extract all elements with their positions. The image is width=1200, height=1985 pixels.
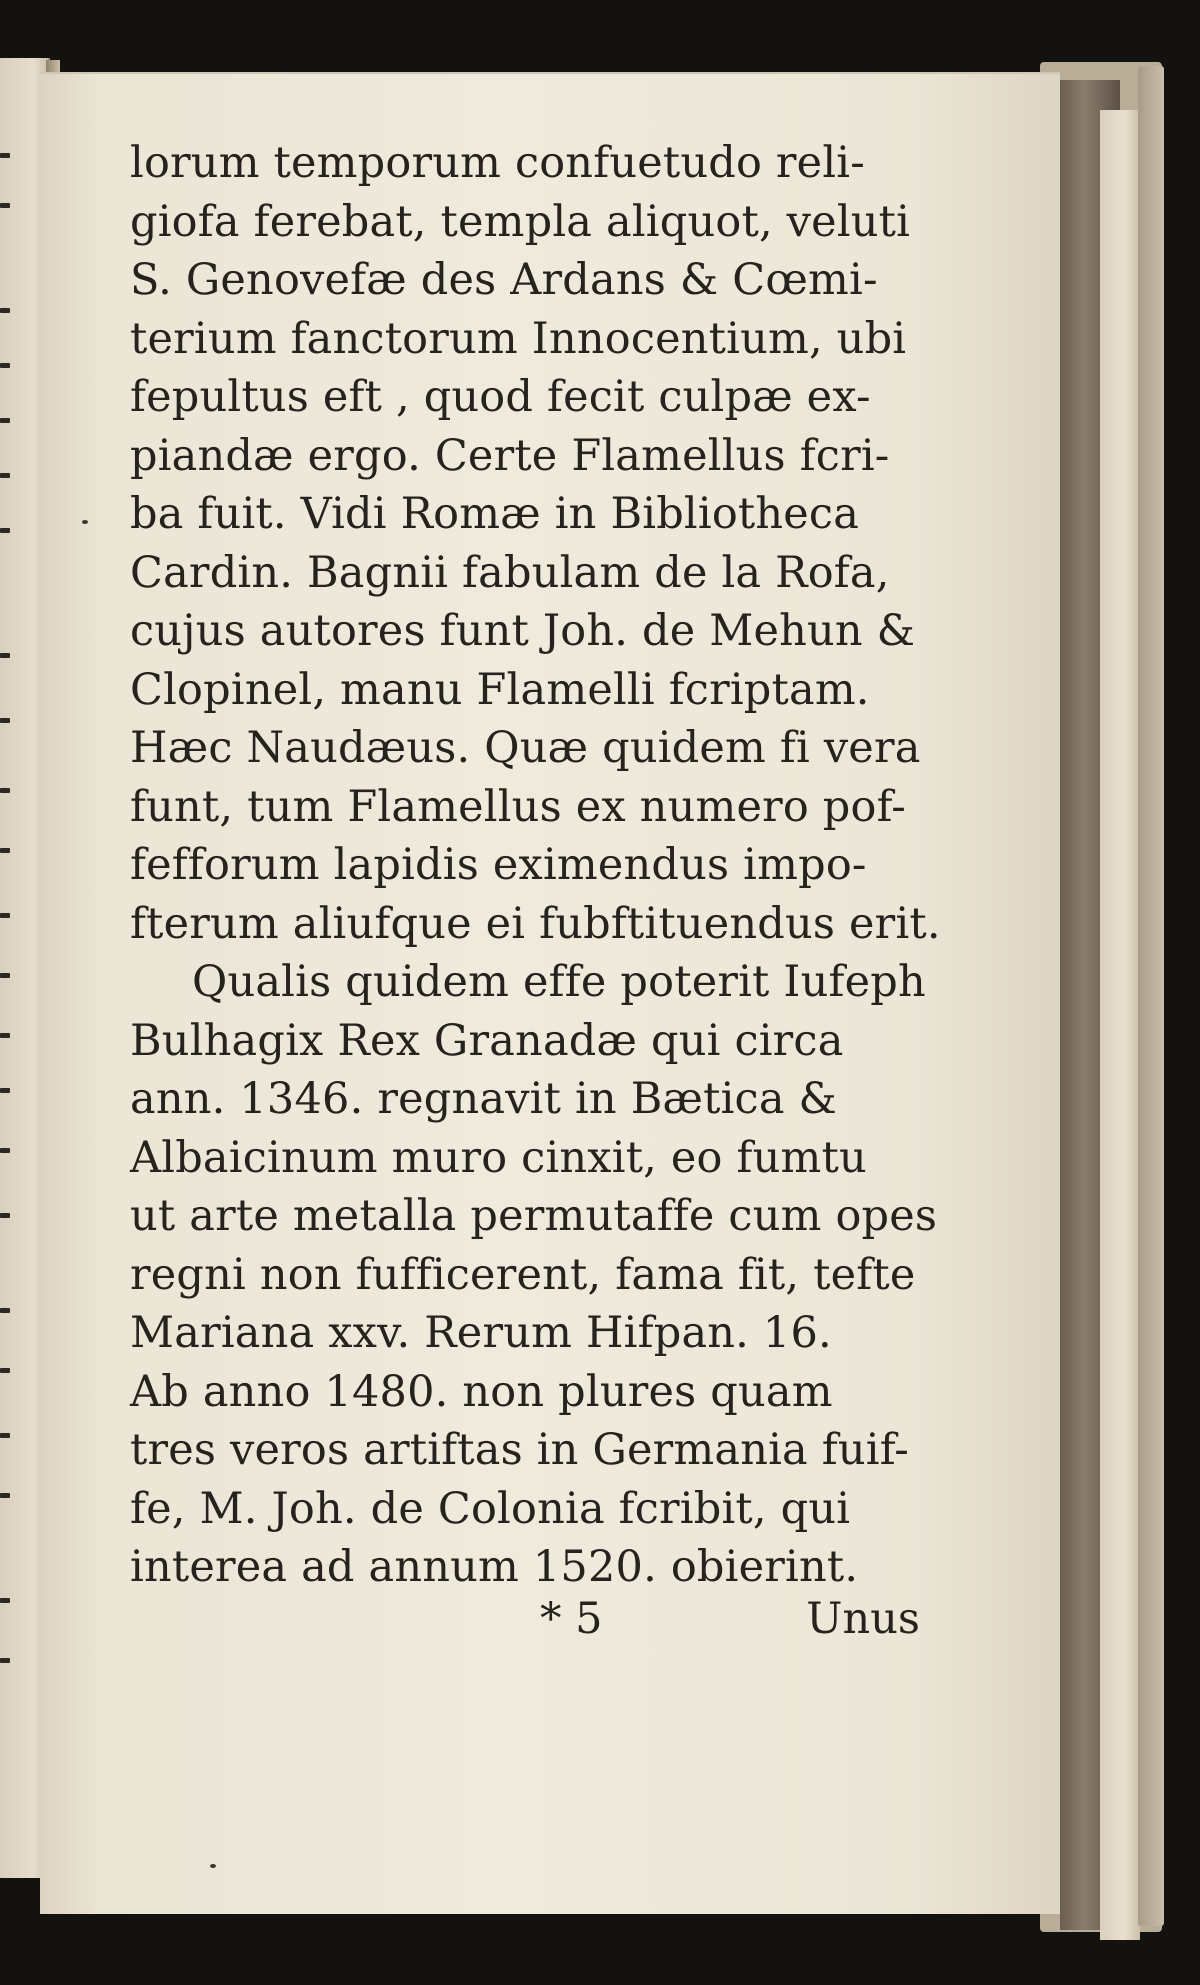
following-pages-edge <box>1100 110 1140 1940</box>
ink-mark <box>0 363 10 368</box>
text-line: regni non fufficerent, fama fit, tefte <box>130 1249 916 1300</box>
text-line: S. Genovefæ des Ardans & Cœmi- <box>130 255 878 305</box>
text-line: funt, tum Flamellus ex numero pof- <box>130 781 906 832</box>
text-line: fterum aliufque ei fubftituendus erit. <box>130 898 941 949</box>
book-page <box>40 72 1060 1914</box>
text-line: Clopinel, manu Flamelli fcriptam. <box>130 664 870 715</box>
text-line: terium fanctorum Innocentium, ubi <box>130 313 907 364</box>
ink-mark <box>0 848 10 853</box>
ink-speck <box>210 1864 216 1868</box>
text-line: cujus autores funt Joh. de Mehun & <box>130 606 916 656</box>
ink-mark <box>0 203 10 208</box>
text-line: piandæ ergo. Certe Flamellus fcri- <box>130 430 890 481</box>
ink-mark <box>0 1598 10 1603</box>
ink-speck <box>82 520 88 524</box>
ink-mark <box>0 1033 10 1038</box>
ink-mark <box>0 153 10 158</box>
text-line: Albaicinum muro cinxit, eo fumtu <box>130 1132 867 1183</box>
ink-mark <box>0 1658 10 1663</box>
text-line: fe, M. Joh. de Colonia fcribit, qui <box>130 1483 851 1534</box>
text-line: fefforum lapidis eximendus impo- <box>130 840 867 890</box>
ink-mark <box>0 1148 10 1153</box>
text-line: fepultus eft , quod fecit culpæ ex- <box>130 372 871 422</box>
ink-mark <box>0 1213 10 1218</box>
text-line: ba fuit. Vidi Romæ in Bibliotheca <box>130 489 860 539</box>
text-line: ut arte metalla permutaffe cum opes <box>130 1191 938 1241</box>
text-line: Mariana xxv. Rerum Hifpan. 16. <box>130 1308 832 1358</box>
ink-mark <box>0 653 10 658</box>
paragraph-first-line: Qualis quidem effe poterit Iufeph <box>192 957 926 1007</box>
ink-mark <box>0 1368 10 1373</box>
ink-mark <box>0 1493 10 1498</box>
cover-edge <box>1138 66 1164 1926</box>
text-line: Ab anno 1480. non plures quam <box>130 1366 833 1417</box>
ink-mark <box>0 308 10 313</box>
text-line: Cardin. Bagnii fabulam de la Rofa, <box>130 547 890 598</box>
ink-mark <box>0 973 10 978</box>
text-line: Hæc Naudæus. Quæ quidem fi vera <box>130 723 921 773</box>
ink-mark <box>0 913 10 918</box>
ink-mark <box>0 1308 10 1313</box>
ink-mark <box>0 418 10 423</box>
ink-mark <box>0 718 10 723</box>
ink-mark <box>0 1433 10 1438</box>
text-line: tres veros artiftas in Germania fuif- <box>130 1425 910 1475</box>
text-line: interea ad annum 1520. obierint. <box>130 1542 859 1592</box>
signature-mark: * 5 <box>540 1594 603 1644</box>
ink-mark <box>0 1088 10 1093</box>
page-footer <box>130 1594 920 1654</box>
ink-mark <box>0 788 10 793</box>
ink-mark <box>0 528 10 533</box>
ink-mark <box>0 473 10 478</box>
catchword: Unus <box>806 1594 920 1644</box>
text-line: Bulhagix Rex Granadæ qui circa <box>130 1015 844 1066</box>
text-line: giofa ferebat, templa aliquot, veluti <box>130 196 911 247</box>
text-line: lorum temporum confuetudo reli- <box>130 138 865 188</box>
text-line: ann. 1346. regnavit in Bætica & <box>130 1074 838 1124</box>
body-text <box>130 134 960 1597</box>
